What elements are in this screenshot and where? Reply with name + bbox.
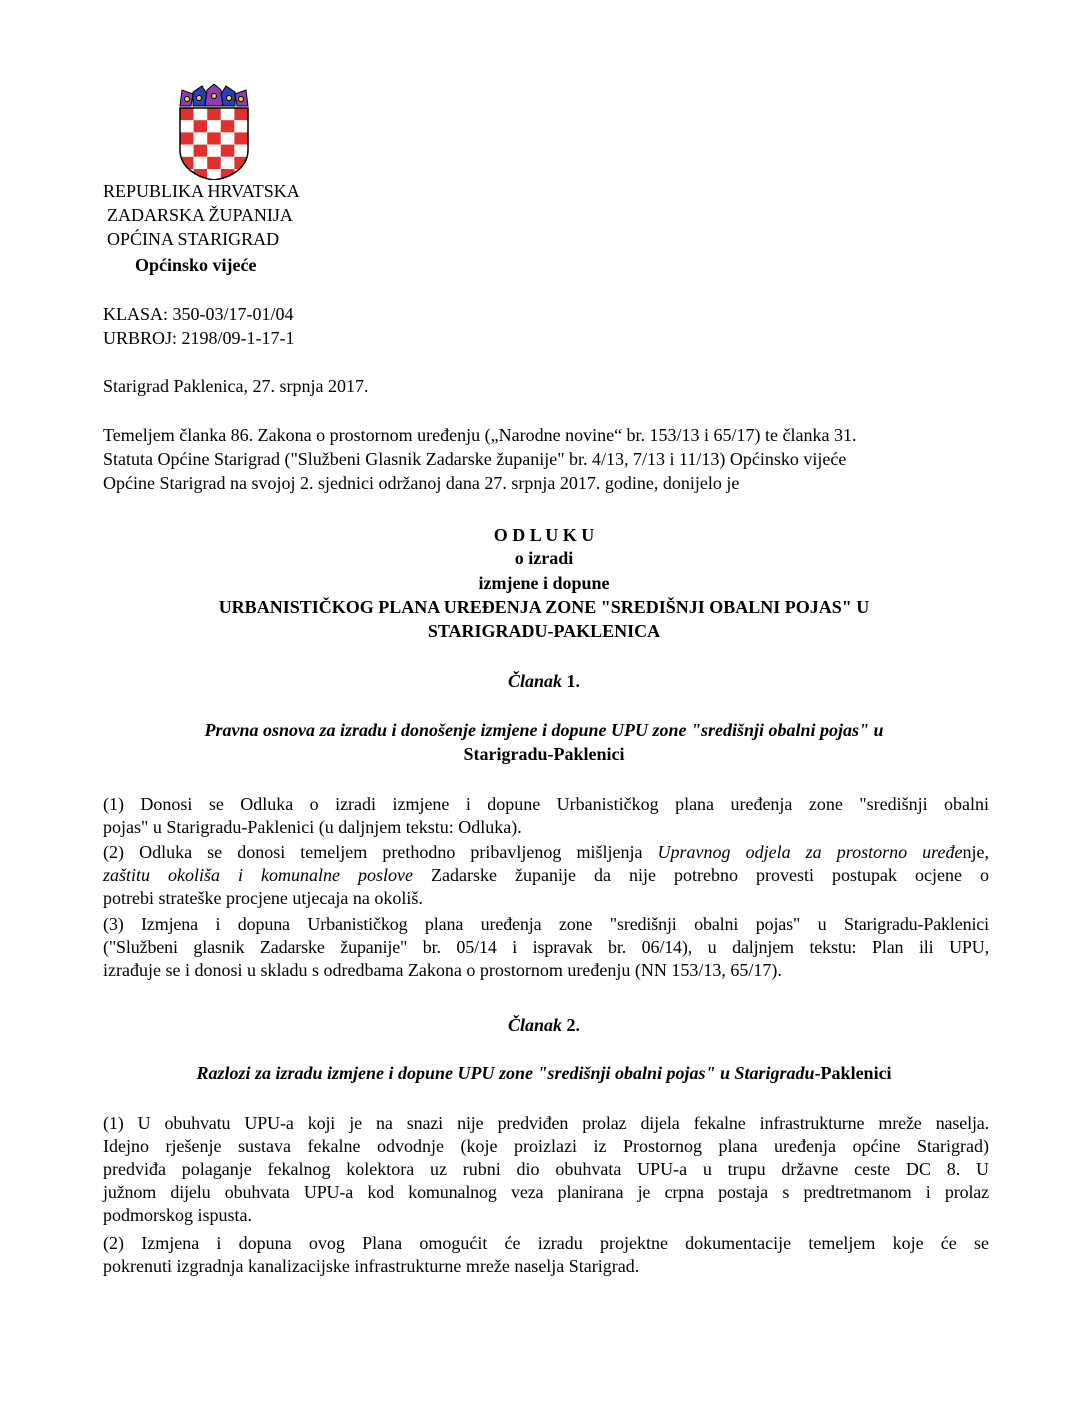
shield-square <box>207 120 221 132</box>
shield-square <box>234 145 248 157</box>
shield-square <box>234 132 248 144</box>
decision-plan-name: STARIGRADU-PAKLENICA <box>427 621 661 641</box>
klasa-ref: KLASA: 350-03/17-01/04 <box>103 304 294 324</box>
shield-square <box>194 120 208 132</box>
council-name: Općinsko vijeće <box>135 255 257 275</box>
croatian-coat-of-arms-icon <box>178 84 250 180</box>
preamble-line: Općine Starigrad na svojoj 2. sjednici održanoj dana 27. srpnja 2017. godine, donijelo je <box>103 473 740 493</box>
shield-square <box>194 145 208 157</box>
shield-square <box>207 145 221 157</box>
shield-square <box>194 132 208 144</box>
shield-square <box>207 169 221 180</box>
shield-square <box>207 108 221 120</box>
decision-subtitle: o izradi <box>514 548 574 568</box>
shield-square <box>207 157 221 169</box>
country-name: REPUBLIKA HRVATSKA <box>103 181 300 201</box>
article-2-subtitle: Razlozi za izradu izmjene i dopune UPU zone "središnji obalni pojas" u Starigradu-Paklenici <box>196 1063 892 1083</box>
shield-square <box>180 132 194 144</box>
shield-square <box>180 120 194 132</box>
shield-square <box>180 145 194 157</box>
county-name: ZADARSKA ŽUPANIJA <box>107 205 293 225</box>
article-1-heading: Članak 1. <box>507 671 581 691</box>
decision-title: O D L U K U <box>493 525 595 545</box>
article-1-subtitle: Starigradu-Paklenici <box>463 744 625 764</box>
place-date: Starigrad Paklenica, 27. srpnja 2017. <box>103 376 369 396</box>
shield-square <box>180 108 194 120</box>
shield-square <box>234 108 248 120</box>
article-1-paragraph-1: (1) Donosi se Odluka o izradi izmjene i dopune Urbanističkog plana uređenja zone "središnji obalni pojas" u Starigradu-Paklenici (u daljnjem tekstu: Odluka). <box>103 794 989 837</box>
shield-square <box>207 132 221 144</box>
urbroj-ref: URBROJ: 2198/09-1-17-1 <box>103 328 295 348</box>
shield-square <box>221 120 235 132</box>
article-2-paragraph-2: (2) Izmjena i dopuna ovog Plana omogućit će izradu projektne dokumentacije temeljem koje će se pokrenuti izgradnja kanalizacijske infrastrukturne mreže naselja Starigrad. <box>103 1233 989 1276</box>
article-2-heading: Članak 2. <box>507 1015 581 1035</box>
shield-square <box>234 120 248 132</box>
shield-square <box>221 108 235 120</box>
shield-square <box>194 157 208 169</box>
article-2-paragraph-1: (1) U obuhvatu UPU-a koji je na snazi nije predviđen prolaz dijela fekalne infrastrukturne mreže naselja. Idejno rješenje sustava fekalne odvodnje (koje proizlazi iz Prostornog plana uređenja općine Starigrad) predviđa polaganje fekalnog kolektora uz rubni dio obuhvata UPU-a u trupu državne ceste DC 8. U južnom dijelu obuhvata UPU-a kod komunalnog veza planirana je crpna postaja s predtretmanom i prolaz podmorskog ispusta. <box>103 1113 989 1225</box>
decision-subtitle: izmjene i dopune <box>478 573 610 593</box>
shield-square <box>221 157 235 169</box>
shield-square <box>221 145 235 157</box>
municipality-name: OPĆINA STARIGRAD <box>107 229 280 249</box>
shield-square <box>221 132 235 144</box>
article-1-subtitle: Pravna osnova za izradu i donošenje izmjene i dopune UPU zone "središnji obalni pojas" u <box>204 720 884 740</box>
article-1-paragraph-2: (2) Odluka se donosi temeljem prethodno pribavljenog mišljenja Upravnog odjela za prostorno uređenje, zaštitu okoliša i komunalne poslove Zadarske županije da nije potrebno provesti postupak ocjene o potrebi strateške procjene utjecaja na okoliš. <box>103 842 989 908</box>
preamble-line: Temeljem članka 86. Zakona o prostornom uređenju („Narodne novine“ br. 153/13 i 65/17) te članka 31. <box>103 425 857 445</box>
shield-square <box>194 108 208 120</box>
article-1-paragraph-3: (3) Izmjena i dopuna Urbanističkog plana uređenja zone "središnji obalni pojas" u Starigradu-Paklenici ("Službeni glasnik Zadarske županije" br. 05/14 i ispravak br. 06/14), u daljnjem tekstu: Plan ili UPU, izrađuje se i donosi u skladu s odredbama Zakona o prostornom uređenju (NN 153/13, 65/17). <box>103 914 989 980</box>
preamble-line: Statuta Općine Starigrad ("Službeni Glasnik Zadarske županije" br. 4/13, 7/13 i 11/13) Općinsko vijeće <box>103 449 847 469</box>
decision-plan-name: URBANISTIČKOG PLANA UREĐENJA ZONE "SREDIŠNJI OBALNI POJAS" U <box>218 597 870 617</box>
